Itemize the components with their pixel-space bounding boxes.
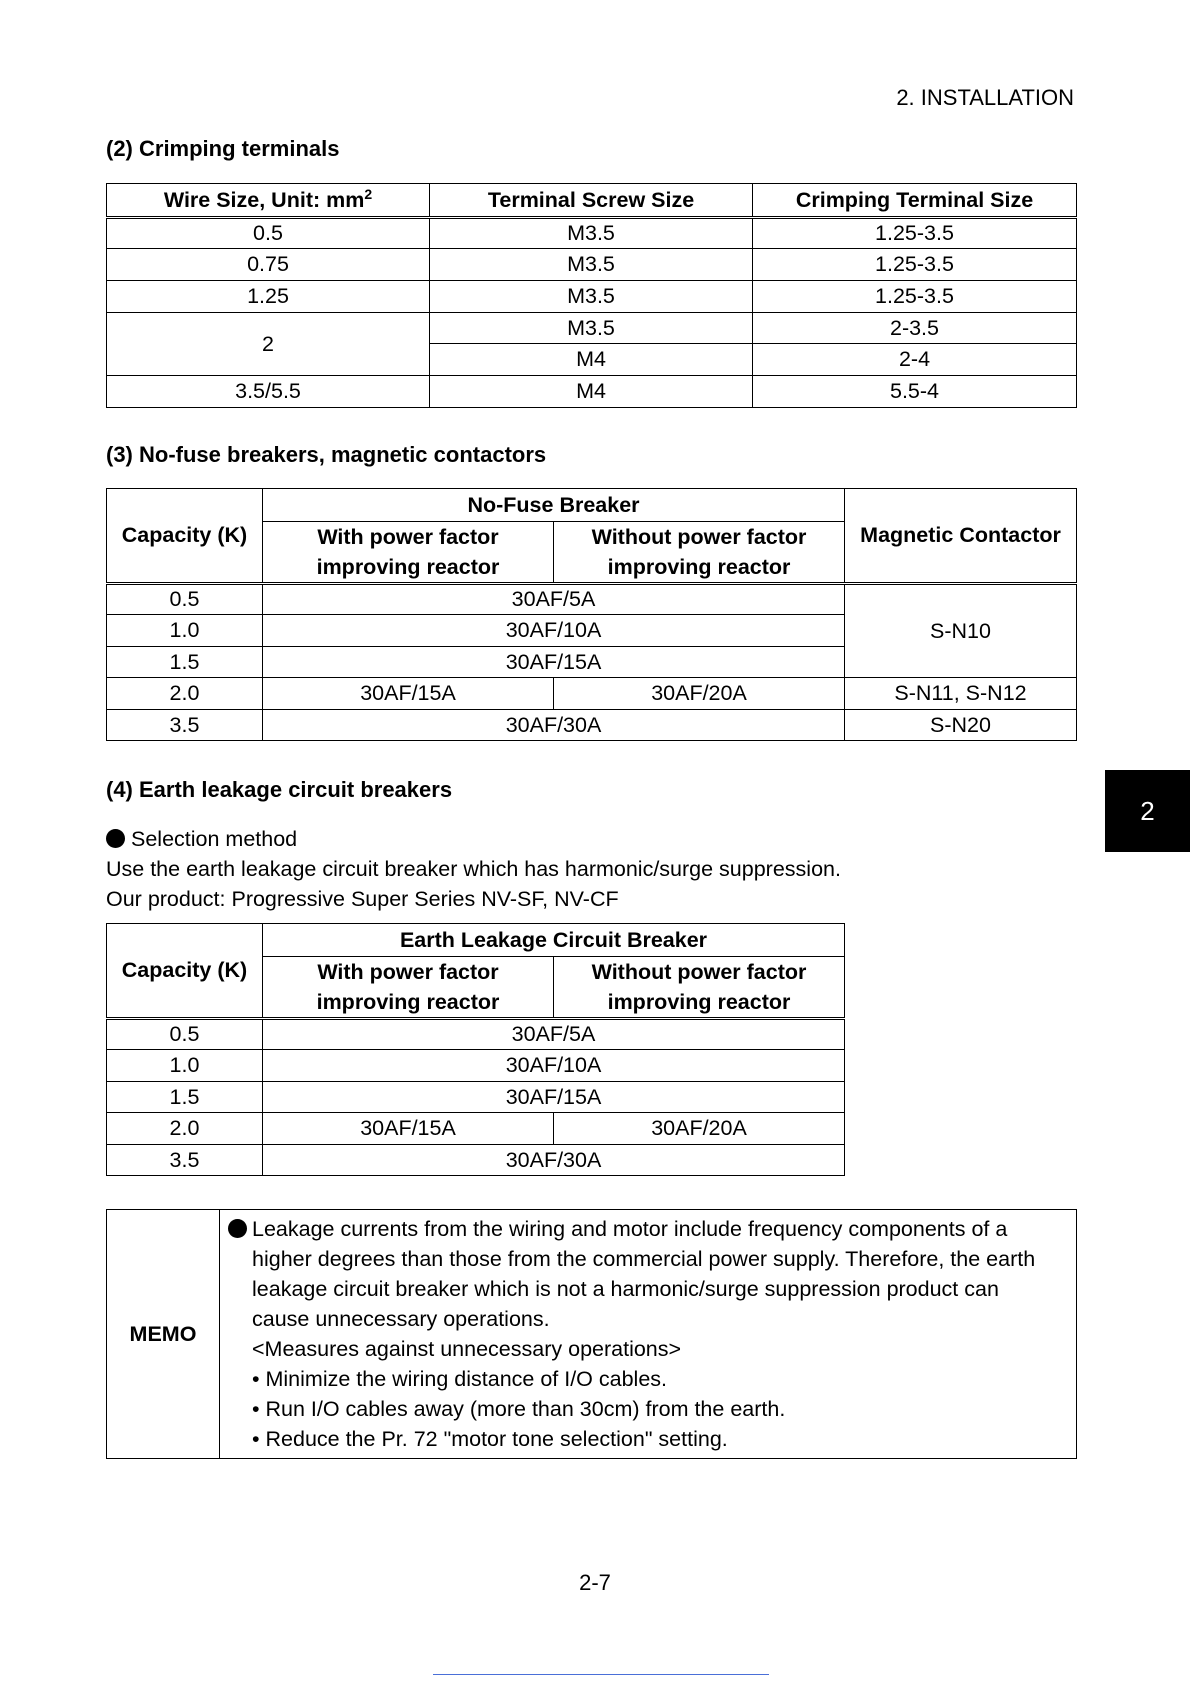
nofuse-col-capacity: Capacity (K) bbox=[107, 489, 263, 584]
cell: 0.75 bbox=[107, 249, 430, 281]
cell: 0.5 bbox=[107, 1019, 263, 1050]
earth-col-group: Earth Leakage Circuit Breaker bbox=[263, 924, 845, 957]
earth-col-capacity: Capacity (K) bbox=[107, 924, 263, 1019]
bullet-icon bbox=[106, 829, 125, 848]
cell: 30AF/10A bbox=[263, 615, 845, 647]
memo-content: Leakage currents from the wiring and motor include frequency components of a higher degrees than those from the commercial power supply. Therefore, the earth leakage circuit breaker which is not a harmonic/surge suppression product can cause unnecessary operations. <Measures against unnecessary operations> • Minimize the wiring distance of I/O cables. • Run I/O cables away (more than 30cm) from the earth. • Reduce the Pr. 72 "motor tone selection" setting. bbox=[220, 1210, 1077, 1459]
cell: 30AF/5A bbox=[263, 584, 845, 615]
cell: M3.5 bbox=[430, 249, 753, 281]
nofuse-col-contactor: Magnetic Contactor bbox=[845, 489, 1077, 584]
cell: S-N11, S-N12 bbox=[845, 678, 1077, 710]
cell: 1.5 bbox=[107, 647, 263, 678]
cell: 30AF/20A bbox=[554, 678, 845, 710]
cell: 2-3.5 bbox=[753, 313, 1077, 344]
cell: 1.25 bbox=[107, 281, 430, 313]
table-row bbox=[107, 1019, 845, 1050]
selection-method: Selection method bbox=[106, 827, 297, 852]
cell: S-N20 bbox=[845, 710, 1077, 741]
nofuse-col-group: No-Fuse Breaker bbox=[263, 489, 845, 522]
cell: M4 bbox=[430, 344, 753, 376]
cell: 2.0 bbox=[107, 678, 263, 710]
cell: M3.5 bbox=[430, 281, 753, 313]
cell: 30AF/15A bbox=[263, 647, 845, 678]
cell: 1.25-3.5 bbox=[753, 281, 1077, 313]
cell: 0.5 bbox=[107, 218, 430, 249]
cell: 1.25-3.5 bbox=[753, 249, 1077, 281]
cell: M3.5 bbox=[430, 218, 753, 249]
cell: 30AF/30A bbox=[263, 1145, 845, 1176]
cell: 30AF/15A bbox=[263, 1082, 845, 1113]
table-row bbox=[107, 1145, 845, 1176]
cell: 5.5-4 bbox=[753, 376, 1077, 408]
link-underline bbox=[433, 1674, 769, 1675]
table-row bbox=[107, 678, 1077, 710]
cell: 30AF/10A bbox=[263, 1050, 845, 1082]
table-row bbox=[107, 710, 1077, 741]
cell: 2.0 bbox=[107, 1113, 263, 1145]
table-row bbox=[107, 376, 1077, 408]
cell: 1.0 bbox=[107, 1050, 263, 1082]
cell: 1.0 bbox=[107, 615, 263, 647]
crimping-col-term: Crimping Terminal Size bbox=[753, 184, 1077, 218]
crimping-table bbox=[106, 183, 1077, 408]
memo-box bbox=[106, 1209, 1077, 1459]
cell: 1.5 bbox=[107, 1082, 263, 1113]
table-row bbox=[107, 281, 1077, 313]
table-row bbox=[107, 1050, 845, 1082]
earth-line1: Use the earth leakage circuit breaker which has harmonic/surge suppression. bbox=[106, 857, 841, 881]
cell: M4 bbox=[430, 376, 753, 408]
table-row bbox=[107, 218, 1077, 249]
earth-heading: (4) Earth leakage circuit breakers bbox=[106, 777, 453, 802]
cell: 2-4 bbox=[753, 344, 1077, 376]
cell: 2 bbox=[107, 313, 430, 376]
table-row bbox=[107, 313, 1077, 344]
earth-line2: Our product: Progressive Super Series NV-SF, NV-CF bbox=[106, 887, 619, 911]
nofuse-col-without: Without power factor improving reactor bbox=[554, 522, 845, 584]
earth-table bbox=[106, 923, 845, 1176]
cell: M3.5 bbox=[430, 313, 753, 344]
nofuse-col-with: With power factor improving reactor bbox=[263, 522, 554, 584]
earth-col-without: Without power factor improving reactor bbox=[554, 957, 845, 1019]
earth-col-with: With power factor improving reactor bbox=[263, 957, 554, 1019]
cell: 3.5 bbox=[107, 710, 263, 741]
table-row bbox=[107, 1082, 845, 1113]
cell: 3.5/5.5 bbox=[107, 376, 430, 408]
table-row bbox=[107, 1113, 845, 1145]
crimping-heading: (2) Crimping terminals bbox=[106, 136, 340, 161]
cell: 3.5 bbox=[107, 1145, 263, 1176]
cell: 1.25-3.5 bbox=[753, 218, 1077, 249]
memo-label: MEMO bbox=[107, 1210, 220, 1459]
cell: 30AF/5A bbox=[263, 1019, 845, 1050]
cell: 30AF/30A bbox=[263, 710, 845, 741]
table-row bbox=[107, 249, 1077, 281]
nofuse-heading: (3) No-fuse breakers, magnetic contactors bbox=[106, 442, 547, 467]
cell: S-N10 bbox=[845, 584, 1077, 678]
cell: 30AF/15A bbox=[263, 678, 554, 710]
crimping-col-wire: Wire Size, Unit: $mm^2$ bbox=[107, 184, 430, 218]
cell: 30AF/15A bbox=[263, 1113, 554, 1145]
cell: 30AF/20A bbox=[554, 1113, 845, 1145]
crimping-col-screw: Terminal Screw Size bbox=[430, 184, 753, 218]
bullet-icon bbox=[228, 1219, 247, 1238]
nofuse-table bbox=[106, 488, 1077, 741]
page-number: 2-7 bbox=[579, 1570, 611, 1595]
table-row bbox=[107, 584, 1077, 615]
cell: 0.5 bbox=[107, 584, 263, 615]
chapter-tab: 2 bbox=[1105, 770, 1190, 852]
running-header: 2. INSTALLATION bbox=[896, 85, 1074, 110]
